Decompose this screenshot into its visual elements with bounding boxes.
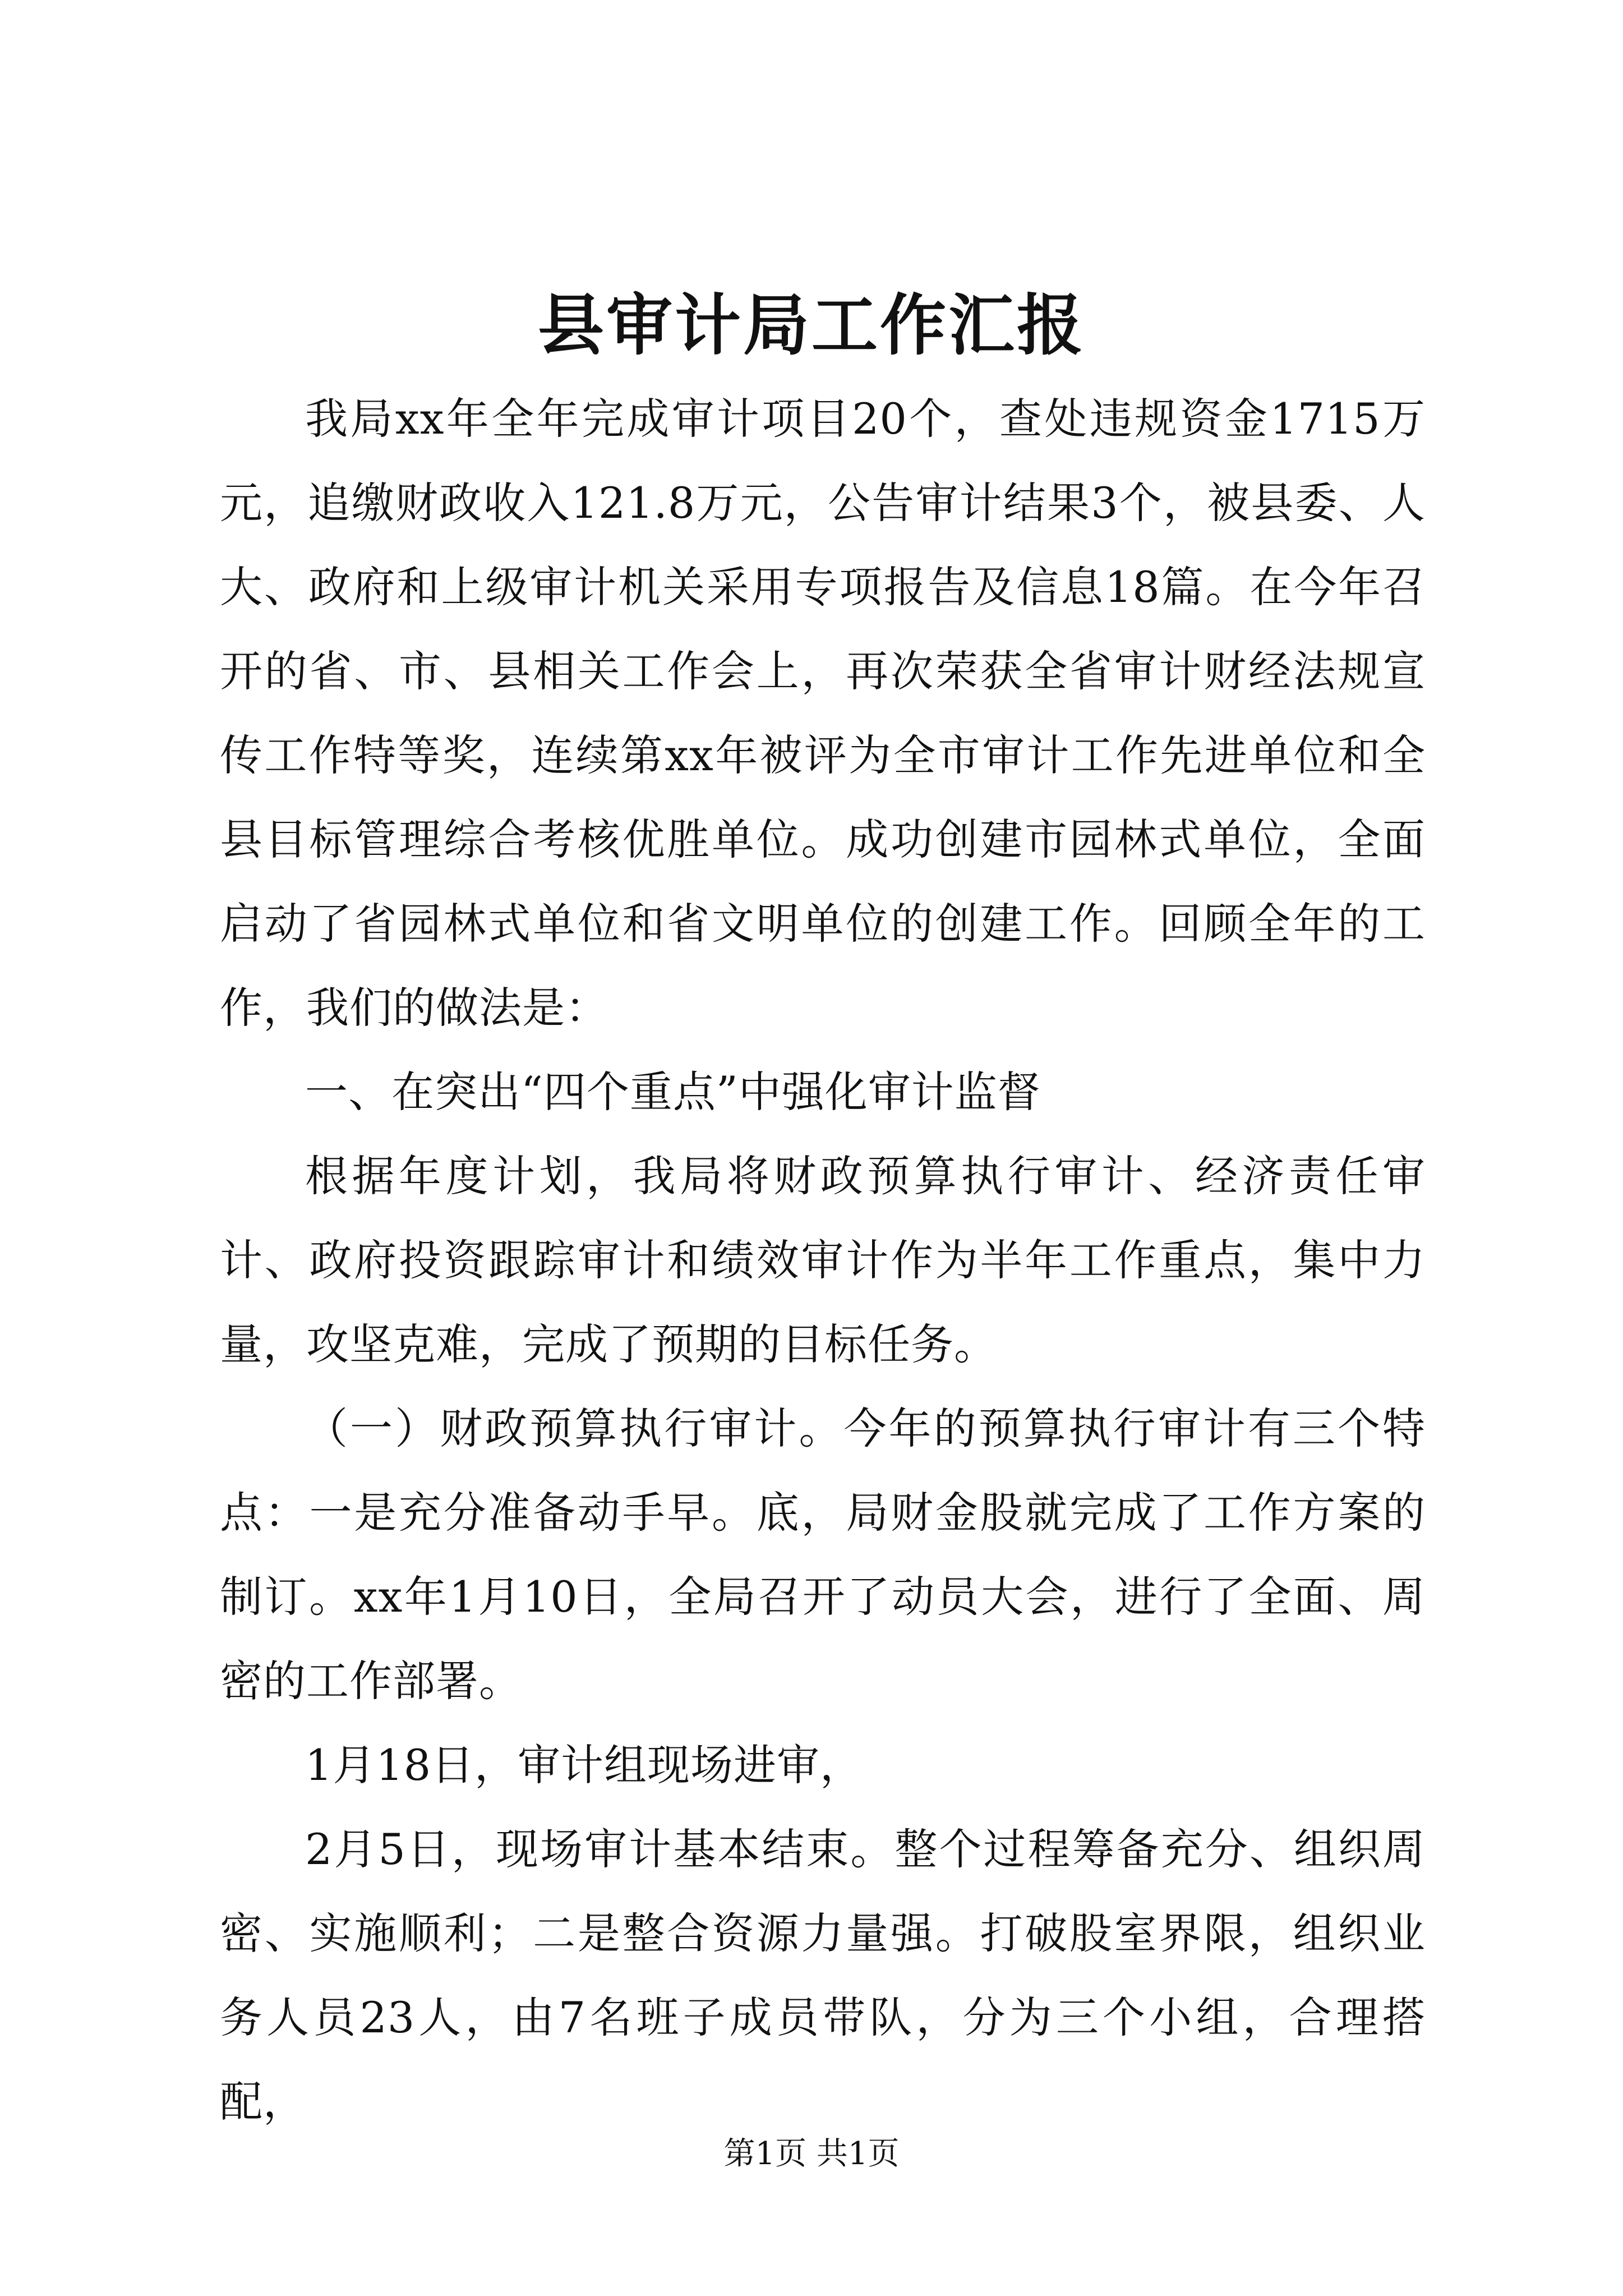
paragraph-jan-18: 1月18日，审计组现场进审， — [305, 1740, 864, 1790]
page-footer: 第1页 共1页 — [723, 2136, 900, 2172]
paragraph-plan: 根据年度计划，我局将财政预算执行审计、经济责任审计、政府投资跟踪审计和绩效审计作为半年工作重点，集中力量，攻坚克难，完成了预期的目标任务。 — [220, 1151, 1426, 1369]
section-heading-1: 一、在突出“四个重点”中强化审计监督 — [305, 1067, 1041, 1117]
paragraph-summary: 我局xx年全年完成审计项目20个，查处违规资金1715万元，追缴财政收入121.8万元，公告审计结果3个，被县委、人大、政府和上级审计机关采用专项报告及信息18篇。在今年召开的省、市、县相关工作会上，再次荣获全省审计财经法规宣传工作特等奖，连续第xx年被评为全市审计工作先进单位和全县目标管理综合考核优胜单位。成功创建市园林式单位，全面启动了省园林式单位和省文明单位的创建工作。回顾全年的工作，我们的做法是： — [220, 394, 1426, 1033]
paragraph-feb-5: 2月5日，现场审计基本结束。整个过程筹备充分、组织周密、实施顺利；二是整合资源力量强。打破股室界限，组织业务人员23人，由7名班子成员带队，分为三个小组，合理搭配， — [220, 1824, 1426, 2127]
paragraph-budget-audit: （一）财政预算执行审计。今年的预算执行审计有三个特点：一是充分准备动手早。底，局财金股就完成了工作方案的制订。xx年1月10日，全局召开了动员大会，进行了全面、周密的工作部署。 — [220, 1404, 1426, 1706]
document-title: 县审计局工作汇报 — [537, 286, 1085, 364]
document-body — [220, 377, 1426, 2144]
